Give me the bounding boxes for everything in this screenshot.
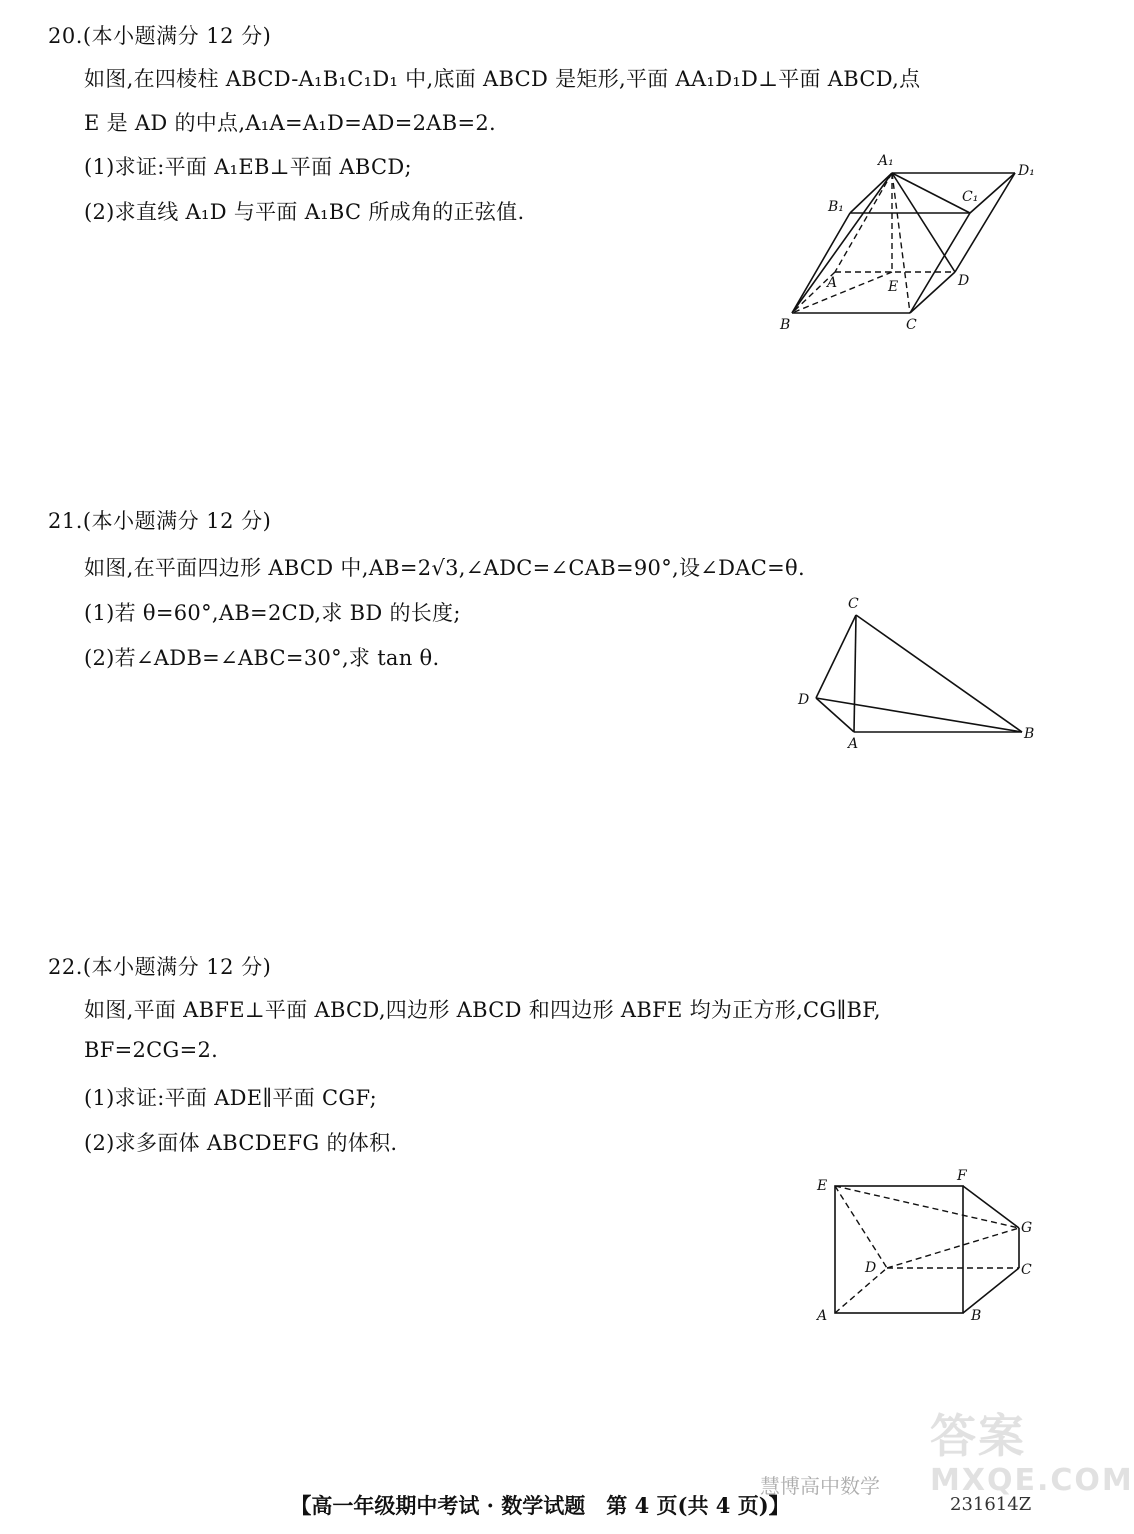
label-E: E — [817, 1178, 828, 1194]
label-G: G — [1021, 1220, 1033, 1236]
label-D: D — [798, 692, 810, 708]
question-21-part-1: (1)若 θ=60°,AB=2CD,求 BD 的长度; — [84, 601, 461, 625]
label-B: B — [1024, 726, 1035, 742]
label-D1: D₁ — [1018, 163, 1035, 179]
source-watermark: 慧博高中数学 — [760, 1474, 880, 1498]
question-22-part-2: (2)求多面体 ABCDEFG 的体积. — [84, 1131, 398, 1155]
question-21-part-2: (2)若∠ADB=∠ABC=30°,求 tan θ. — [84, 646, 440, 670]
polyhedron-figure — [805, 1160, 1045, 1325]
label-F: F — [957, 1168, 967, 1184]
question-20-header: 20.(本小题满分 12 分) — [48, 24, 272, 48]
label-A: A — [848, 736, 859, 752]
question-22-header: 22.(本小题满分 12 分) — [48, 955, 272, 979]
question-20-part-2: (2)求直线 A₁D 与平面 A₁BC 所成角的正弦值. — [84, 200, 525, 224]
question-20-line-2: E 是 AD 的中点,A₁A=A₁D=AD=2AB=2. — [84, 111, 496, 135]
label-C: C — [1021, 1262, 1032, 1278]
question-20-part-1: (1)求证:平面 A₁EB⊥平面 ABCD; — [84, 155, 412, 179]
label-C: C — [906, 317, 917, 333]
label-C: C — [848, 596, 859, 612]
quadrilateral-figure — [790, 590, 1050, 755]
label-C1: C₁ — [962, 189, 979, 205]
stamp-line-2: MXQE.COM — [930, 1463, 1134, 1498]
label-B1: B₁ — [828, 199, 844, 215]
question-22-line-2: BF=2CG=2. — [84, 1038, 219, 1062]
label-A: A — [817, 1308, 828, 1324]
prism-figure — [770, 145, 1060, 345]
question-21-line-1: 如图,在平面四边形 ABCD 中,AB=2√3,∠ADC=∠CAB=90°,设∠DAC=θ. — [84, 556, 805, 580]
question-20-line-1: 如图,在四棱柱 ABCD-A₁B₁C₁D₁ 中,底面 ABCD 是矩形,平面 AA₁D₁D⊥平面 ABCD,点 — [84, 67, 921, 91]
stamp-line-1: 答案 — [930, 1409, 1026, 1463]
label-B: B — [971, 1308, 982, 1324]
page-footer: 【高一年级期中考试 · 数学试题 第 4 页(共 4 页)】 — [290, 1493, 790, 1518]
question-21-header: 21.(本小题满分 12 分) — [48, 509, 272, 533]
label-A1: A₁ — [878, 153, 894, 169]
document-code: 231614Z — [950, 1494, 1032, 1515]
question-22-line-1: 如图,平面 ABFE⊥平面 ABCD,四边形 ABCD 和四边形 ABFE 均为正方形,CG∥BF, — [84, 998, 881, 1022]
label-B: B — [780, 317, 791, 333]
label-A: A — [827, 275, 838, 291]
label-D: D — [865, 1260, 877, 1276]
question-22-part-1: (1)求证:平面 ADE∥平面 CGF; — [84, 1086, 377, 1110]
label-E: E — [888, 279, 899, 295]
label-D: D — [958, 273, 970, 289]
